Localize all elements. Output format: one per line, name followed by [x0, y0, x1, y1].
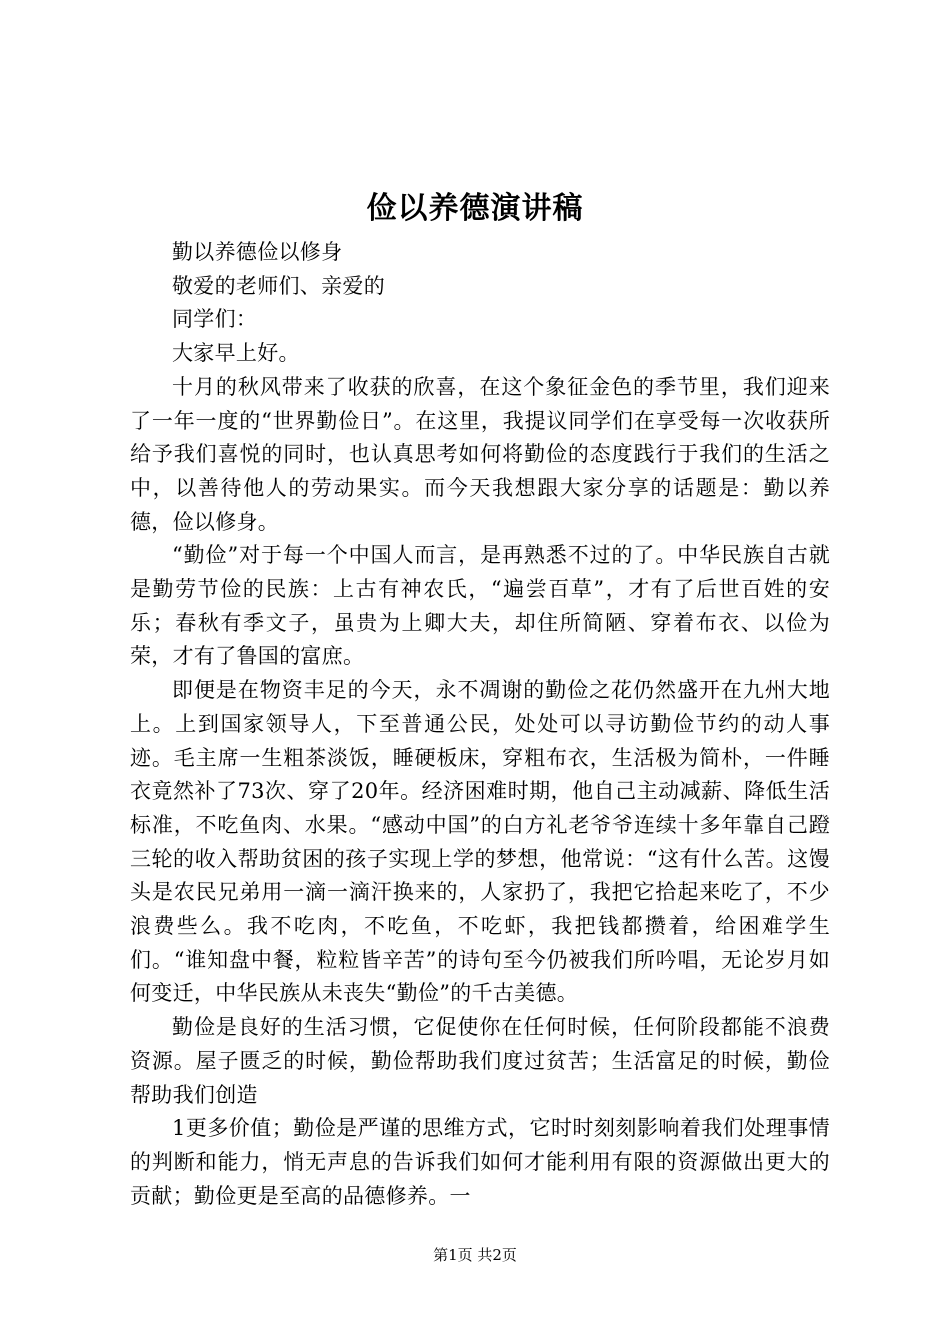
paragraph-subtitle: 勤以养德俭以修身 [172, 240, 343, 264]
paragraph-intro: 十月的秋风带来了收获的欣喜，在这个象征金色的季节里，我们迎来了一年一度的“世界勤俭日”。在这里，我提议同学们在享受每一次收获所给予我们喜悦的同时，也认真思考如何将勤俭的态度践行于我们的生活之中，以善待他人的劳动果实。而今天我想跟大家分享的话题是：勤以养德，俭以修身。 [130, 374, 830, 534]
document-body [130, 236, 830, 1213]
paragraph-examples: 即便是在物资丰足的今天，永不凋谢的勤俭之花仍然盛开在九州大地上。上到国家领导人，下至普通公民，处处可以寻访勤俭节约的动人事迹。毛主席一生粗茶淡饭，睡硬板床，穿粗布衣，生活极为简朴，一件睡衣竟然补了73次、穿了20年。经济困难时期，他自己主动减薪、降低生活标准，不吃鱼肉、水果。“感动中国”的白方礼老爷爷连续十多年靠自己蹬三轮的收入帮助贫困的孩子实现上学的梦想，他常说：“这有什么苦。这馒头是农民兄弟用一滴一滴汗换来的，人家扔了，我把它拾起来吃了，不少浪费些么。我不吃肉，不吃鱼，不吃虾，我把钱都攒着，给困难学生们。“谁知盘中餐，粒粒皆辛苦”的诗句至今仍被我们所吟唱，无论岁月如何变迁，中华民族从未丧失“勤俭”的千古美德。 [130, 678, 830, 1006]
paragraph-salutation-2: 同学们： [172, 307, 258, 332]
page-footer: 第1页 共2页 [433, 1246, 517, 1264]
paragraph-habit: 勤俭是良好的生活习惯，它促使你在任何时候，任何阶段都能不浪费资源。屋子匮乏的时候，勤俭帮助我们度过贫苦；生活富足的时候，勤俭帮助我们创造 [130, 1015, 830, 1107]
paragraph-greeting: 大家早上好。 [172, 341, 300, 366]
paragraph-value: 1更多价值；勤俭是严谨的思维方式，它时时刻刻影响着我们处理事情的判断和能力，悄无声息的告诉我们如何才能利用有限的资源做出更大的贡献；勤俭更是至高的品德修养。一 [130, 1116, 830, 1208]
paragraph-salutation-1: 敬爱的老师们、亲爱的 [172, 273, 385, 298]
document-title: 俭以养德演讲稿 [366, 191, 584, 226]
paragraph-tradition: “勤俭”对于每一个中国人而言，是再熟悉不过的了。中华民族自古就是勤劳节俭的民族：上古有神农氏，“遍尝百草”，才有了后世百姓的安乐；春秋有季文子，虽贵为上卿大夫，却住所简陋、穿着布衣、以俭为荣，才有了鲁国的富庶。 [130, 543, 830, 669]
